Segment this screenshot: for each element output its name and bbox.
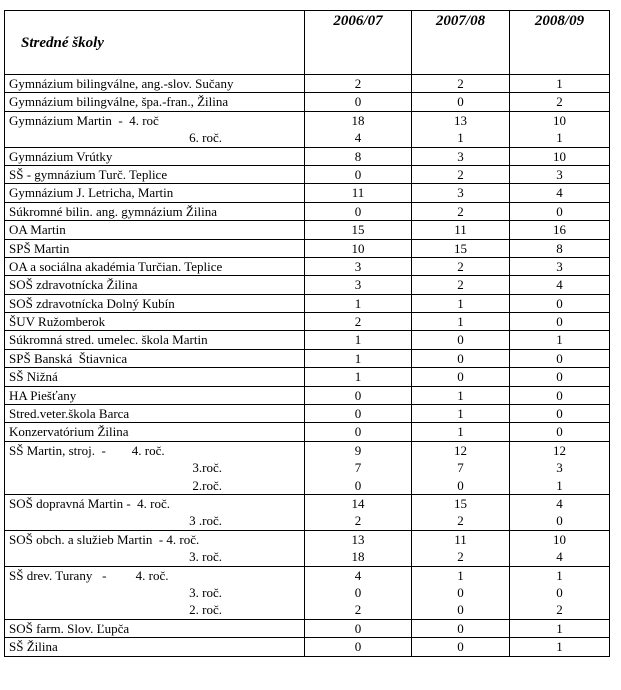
value-line: 12	[553, 442, 566, 458]
value-2007-cell	[412, 638, 510, 656]
value-2006-cell	[305, 93, 412, 111]
value-line: 9	[354, 442, 362, 458]
value-2008-cell	[510, 313, 610, 331]
value-line: 0	[556, 369, 563, 385]
value-2006-cell	[305, 405, 412, 423]
value-2006-cell	[305, 386, 412, 404]
value-line: 3	[556, 460, 563, 476]
value-line: 0	[354, 166, 362, 182]
school-name-cell	[5, 257, 305, 275]
value-2008-cell	[510, 530, 610, 566]
school-name-cell	[5, 276, 305, 294]
school-name-line: 2. roč.	[189, 602, 222, 618]
school-name-line: Gymnázium J. Letricha, Martin	[9, 185, 174, 201]
school-name-line: SOŠ farm. Slov. Ľupča	[9, 620, 130, 636]
value-line: 0	[354, 639, 362, 655]
value-2008-cell	[510, 423, 610, 441]
value-line: 8	[354, 148, 362, 164]
value-line: 1	[457, 424, 464, 440]
school-name-line: SPŠ Martin	[9, 240, 70, 256]
value-2006-cell	[305, 202, 412, 220]
value-2006-cell	[305, 165, 412, 183]
value-2008-cell	[510, 147, 610, 165]
school-name-line: Gymnázium bilingválne, ang.-slov. Sučany	[9, 76, 234, 91]
school-name-line: Súkromná stred. umelec. škola Martin	[9, 332, 208, 348]
table-row	[5, 349, 610, 367]
school-name-cell	[5, 619, 305, 637]
value-2008-cell	[510, 165, 610, 183]
school-name-cell	[5, 202, 305, 220]
table-row	[5, 638, 610, 656]
value-line: 2	[457, 513, 464, 529]
table-row	[5, 619, 610, 637]
value-2008-cell	[510, 566, 610, 619]
value-2007-cell	[412, 566, 510, 619]
value-line: 1	[556, 639, 563, 655]
value-line: 1	[556, 620, 563, 636]
value-2007-cell	[412, 276, 510, 294]
value-2006-cell	[305, 184, 412, 202]
school-name-line: SPŠ Banská Štiavnica	[9, 350, 128, 366]
value-2008-cell	[510, 202, 610, 220]
value-line: 0	[457, 602, 464, 618]
value-2008-cell	[510, 239, 610, 257]
value-line: 0	[457, 94, 464, 110]
value-line: 0	[457, 620, 464, 636]
school-name-line: SŠ drev. Turany - 4. roč.	[9, 567, 169, 583]
value-2007-cell	[412, 494, 510, 530]
value-2007-cell	[412, 441, 510, 494]
value-2007-cell	[412, 386, 510, 404]
value-line: 11	[351, 185, 365, 201]
value-line: 18	[351, 112, 365, 128]
school-name-cell	[5, 221, 305, 239]
school-name-cell	[5, 331, 305, 349]
value-line: 1	[457, 387, 464, 403]
value-line: 1	[556, 567, 563, 583]
school-name-line: SŠ Martin, stroj. - 4. roč.	[9, 442, 165, 458]
value-2008-cell	[510, 184, 610, 202]
value-line: 0	[354, 424, 362, 440]
value-line: 0	[354, 387, 362, 403]
value-2006-cell	[305, 530, 412, 566]
school-name-line: Súkromné bilin. ang. gymnázium Žilina	[9, 203, 217, 219]
value-line: 0	[457, 639, 464, 655]
value-2007-cell	[412, 75, 510, 93]
value-line: 15	[454, 240, 467, 256]
value-line: 7	[354, 460, 362, 476]
value-2008-cell	[510, 294, 610, 312]
value-2007-cell	[412, 405, 510, 423]
value-line: 3	[556, 258, 563, 274]
value-line: 4	[556, 549, 563, 565]
value-2006-cell	[305, 638, 412, 656]
value-line: 0	[556, 387, 563, 403]
value-line: 3	[354, 258, 362, 274]
value-2006-cell	[305, 257, 412, 275]
value-line: 1	[556, 477, 563, 493]
value-2008-cell	[510, 368, 610, 386]
school-name-line: ŠUV Ružomberok	[9, 314, 106, 330]
value-2007-cell	[412, 165, 510, 183]
value-line: 4	[556, 277, 563, 293]
table-row	[5, 202, 610, 220]
value-2008-cell	[510, 494, 610, 530]
school-name-cell	[5, 111, 305, 147]
value-line: 2	[457, 277, 464, 293]
table-row	[5, 313, 610, 331]
value-2006-cell	[305, 111, 412, 147]
value-line: 1	[457, 567, 464, 583]
value-line: 0	[556, 584, 563, 600]
school-name-cell	[5, 184, 305, 202]
value-line: 0	[457, 332, 464, 348]
value-line: 4	[556, 185, 563, 201]
value-line: 0	[556, 424, 563, 440]
school-name-line: 3. roč.	[189, 549, 222, 565]
value-line: 2	[354, 76, 362, 91]
school-name-cell	[5, 530, 305, 566]
value-2007-cell	[412, 368, 510, 386]
table-row	[5, 75, 610, 93]
table-row	[5, 111, 610, 147]
value-2006-cell	[305, 313, 412, 331]
table-row	[5, 494, 610, 530]
year-header-2008: 2008/09	[510, 11, 610, 75]
value-2008-cell	[510, 638, 610, 656]
value-2007-cell	[412, 313, 510, 331]
school-name-cell	[5, 75, 305, 93]
table-row	[5, 386, 610, 404]
value-2008-cell	[510, 257, 610, 275]
value-2008-cell	[510, 441, 610, 494]
value-2007-cell	[412, 221, 510, 239]
table-row	[5, 566, 610, 619]
value-line: 2	[556, 94, 563, 110]
value-2007-cell	[412, 619, 510, 637]
schools-table	[4, 10, 610, 657]
school-name-line: SŠ Nižná	[9, 369, 58, 385]
value-2006-cell	[305, 423, 412, 441]
table-row	[5, 423, 610, 441]
value-line: 1	[556, 332, 563, 348]
school-name-line: OA Martin	[9, 222, 66, 238]
school-name-line: Gymnázium bilingválne, špa.-fran., Žilina	[9, 94, 229, 110]
value-2008-cell	[510, 93, 610, 111]
value-2006-cell	[305, 368, 412, 386]
value-2008-cell	[510, 619, 610, 637]
value-line: 3	[354, 277, 362, 293]
value-line: 4	[354, 567, 362, 583]
school-name-cell	[5, 165, 305, 183]
school-name-cell	[5, 93, 305, 111]
value-2008-cell	[510, 331, 610, 349]
value-line: 4	[556, 495, 563, 511]
value-line: 0	[556, 350, 563, 366]
value-line: 13	[454, 112, 467, 128]
value-line: 1	[354, 295, 362, 311]
value-line: 0	[556, 314, 563, 330]
table-row	[5, 294, 610, 312]
value-2007-cell	[412, 423, 510, 441]
value-line: 15	[454, 495, 467, 511]
schools-column-header: Stredné školy	[5, 11, 305, 75]
table-row	[5, 405, 610, 423]
value-line: 16	[553, 222, 566, 238]
school-name-line: SOŠ zdravotnícka Dolný Kubín	[9, 295, 175, 311]
table-row	[5, 441, 610, 494]
value-line: 1	[457, 130, 464, 146]
value-2006-cell	[305, 494, 412, 530]
value-line: 0	[354, 203, 362, 219]
table-row	[5, 184, 610, 202]
value-line: 0	[354, 477, 362, 493]
value-line: 4	[354, 130, 362, 146]
value-2006-cell	[305, 331, 412, 349]
value-line: 11	[454, 222, 467, 238]
value-2006-cell	[305, 349, 412, 367]
value-2006-cell	[305, 221, 412, 239]
school-name-cell	[5, 368, 305, 386]
value-2008-cell	[510, 221, 610, 239]
value-line: 14	[351, 495, 365, 511]
school-name-line: Konzervatórium Žilina	[9, 424, 129, 440]
school-name-cell	[5, 494, 305, 530]
school-name-line: Gymnázium Martin - 4. roč	[9, 112, 159, 128]
value-2006-cell	[305, 147, 412, 165]
value-line: 2	[457, 203, 464, 219]
value-line: 15	[351, 222, 365, 238]
school-name-cell	[5, 147, 305, 165]
school-name-cell	[5, 239, 305, 257]
value-line: 1	[457, 406, 464, 422]
school-name-line: 6. roč.	[189, 130, 222, 146]
value-line: 0	[556, 406, 563, 422]
school-name-cell	[5, 638, 305, 656]
table-row	[5, 276, 610, 294]
value-line: 0	[457, 477, 464, 493]
school-name-cell	[5, 423, 305, 441]
value-2008-cell	[510, 386, 610, 404]
value-line: 0	[354, 406, 362, 422]
value-2006-cell	[305, 441, 412, 494]
value-line: 3	[556, 166, 563, 182]
table-row	[5, 257, 610, 275]
value-line: 10	[351, 240, 365, 256]
value-line: 0	[354, 94, 362, 110]
value-line: 18	[351, 549, 365, 565]
value-line: 2	[457, 166, 464, 182]
value-2008-cell	[510, 276, 610, 294]
value-2007-cell	[412, 530, 510, 566]
value-line: 0	[457, 350, 464, 366]
school-name-line: HA Piešťany	[9, 387, 77, 403]
value-line: 2	[354, 602, 362, 618]
value-2007-cell	[412, 184, 510, 202]
school-name-line: SŠ - gymnázium Turč. Teplice	[9, 166, 168, 182]
value-line: 1	[354, 332, 362, 348]
table-row	[5, 368, 610, 386]
year-header-2006: 2006/07	[305, 11, 412, 75]
value-line: 2	[457, 76, 464, 91]
table-row	[5, 93, 610, 111]
school-name-line: 2.roč.	[192, 477, 222, 493]
value-line: 3	[457, 148, 464, 164]
value-line: 0	[457, 369, 464, 385]
table-row	[5, 239, 610, 257]
value-2007-cell	[412, 257, 510, 275]
school-name-line: SOŠ obch. a služieb Martin - 4. roč.	[9, 531, 200, 547]
school-name-line: SŠ Žilina	[9, 639, 58, 655]
value-line: 2	[556, 602, 563, 618]
value-2008-cell	[510, 349, 610, 367]
table-row	[5, 165, 610, 183]
value-line: 1	[354, 350, 362, 366]
school-name-cell	[5, 349, 305, 367]
table-row	[5, 331, 610, 349]
value-2006-cell	[305, 294, 412, 312]
year-header-2007: 2007/08	[412, 11, 510, 75]
school-name-cell	[5, 405, 305, 423]
value-line: 0	[354, 584, 362, 600]
value-line: 10	[553, 148, 566, 164]
value-2006-cell	[305, 566, 412, 619]
value-2006-cell	[305, 619, 412, 637]
school-name-line: SOŠ dopravná Martin - 4. roč.	[9, 495, 171, 511]
value-line: 2	[457, 258, 464, 274]
school-name-cell	[5, 441, 305, 494]
value-line: 2	[457, 549, 464, 565]
school-name-line: 3. roč.	[189, 584, 222, 600]
value-line: 13	[351, 531, 365, 547]
value-line: 0	[556, 203, 563, 219]
value-line: 12	[454, 442, 467, 458]
value-2008-cell	[510, 75, 610, 93]
value-2007-cell	[412, 349, 510, 367]
value-line: 2	[354, 513, 362, 529]
school-name-line: 3.roč.	[192, 460, 222, 476]
value-line: 1	[354, 369, 362, 385]
table-row	[5, 147, 610, 165]
header-row	[5, 11, 610, 75]
school-name-line: SOŠ zdravotnícka Žilina	[9, 277, 138, 293]
value-line: 1	[457, 314, 464, 330]
value-2007-cell	[412, 202, 510, 220]
value-line: 0	[556, 295, 563, 311]
value-line: 0	[457, 584, 464, 600]
value-2007-cell	[412, 294, 510, 312]
school-name-line: Stred.veter.škola Barca	[9, 406, 130, 422]
school-name-cell	[5, 313, 305, 331]
value-2007-cell	[412, 147, 510, 165]
school-name-cell	[5, 566, 305, 619]
school-name-line: Gymnázium Vrútky	[9, 148, 113, 164]
value-2007-cell	[412, 239, 510, 257]
value-2008-cell	[510, 405, 610, 423]
value-2007-cell	[412, 111, 510, 147]
value-line: 1	[457, 295, 464, 311]
value-2007-cell	[412, 93, 510, 111]
school-name-cell	[5, 386, 305, 404]
value-2006-cell	[305, 239, 412, 257]
value-line: 0	[354, 620, 362, 636]
value-line: 11	[454, 531, 467, 547]
value-2008-cell	[510, 111, 610, 147]
value-line: 0	[556, 513, 563, 529]
value-line: 7	[457, 460, 464, 476]
school-name-line: 3 .roč.	[189, 513, 222, 529]
value-line: 2	[354, 314, 362, 330]
value-line: 3	[457, 185, 464, 201]
value-line: 10	[553, 112, 566, 128]
school-name-cell	[5, 294, 305, 312]
table-row	[5, 530, 610, 566]
value-2006-cell	[305, 276, 412, 294]
value-line: 10	[553, 531, 566, 547]
value-line: 8	[556, 240, 563, 256]
school-name-line: OA a sociálna akadémia Turčian. Teplice	[9, 258, 223, 274]
value-2007-cell	[412, 331, 510, 349]
value-line: 1	[556, 76, 563, 91]
value-line: 1	[556, 130, 563, 146]
value-2006-cell	[305, 75, 412, 93]
table-row	[5, 221, 610, 239]
